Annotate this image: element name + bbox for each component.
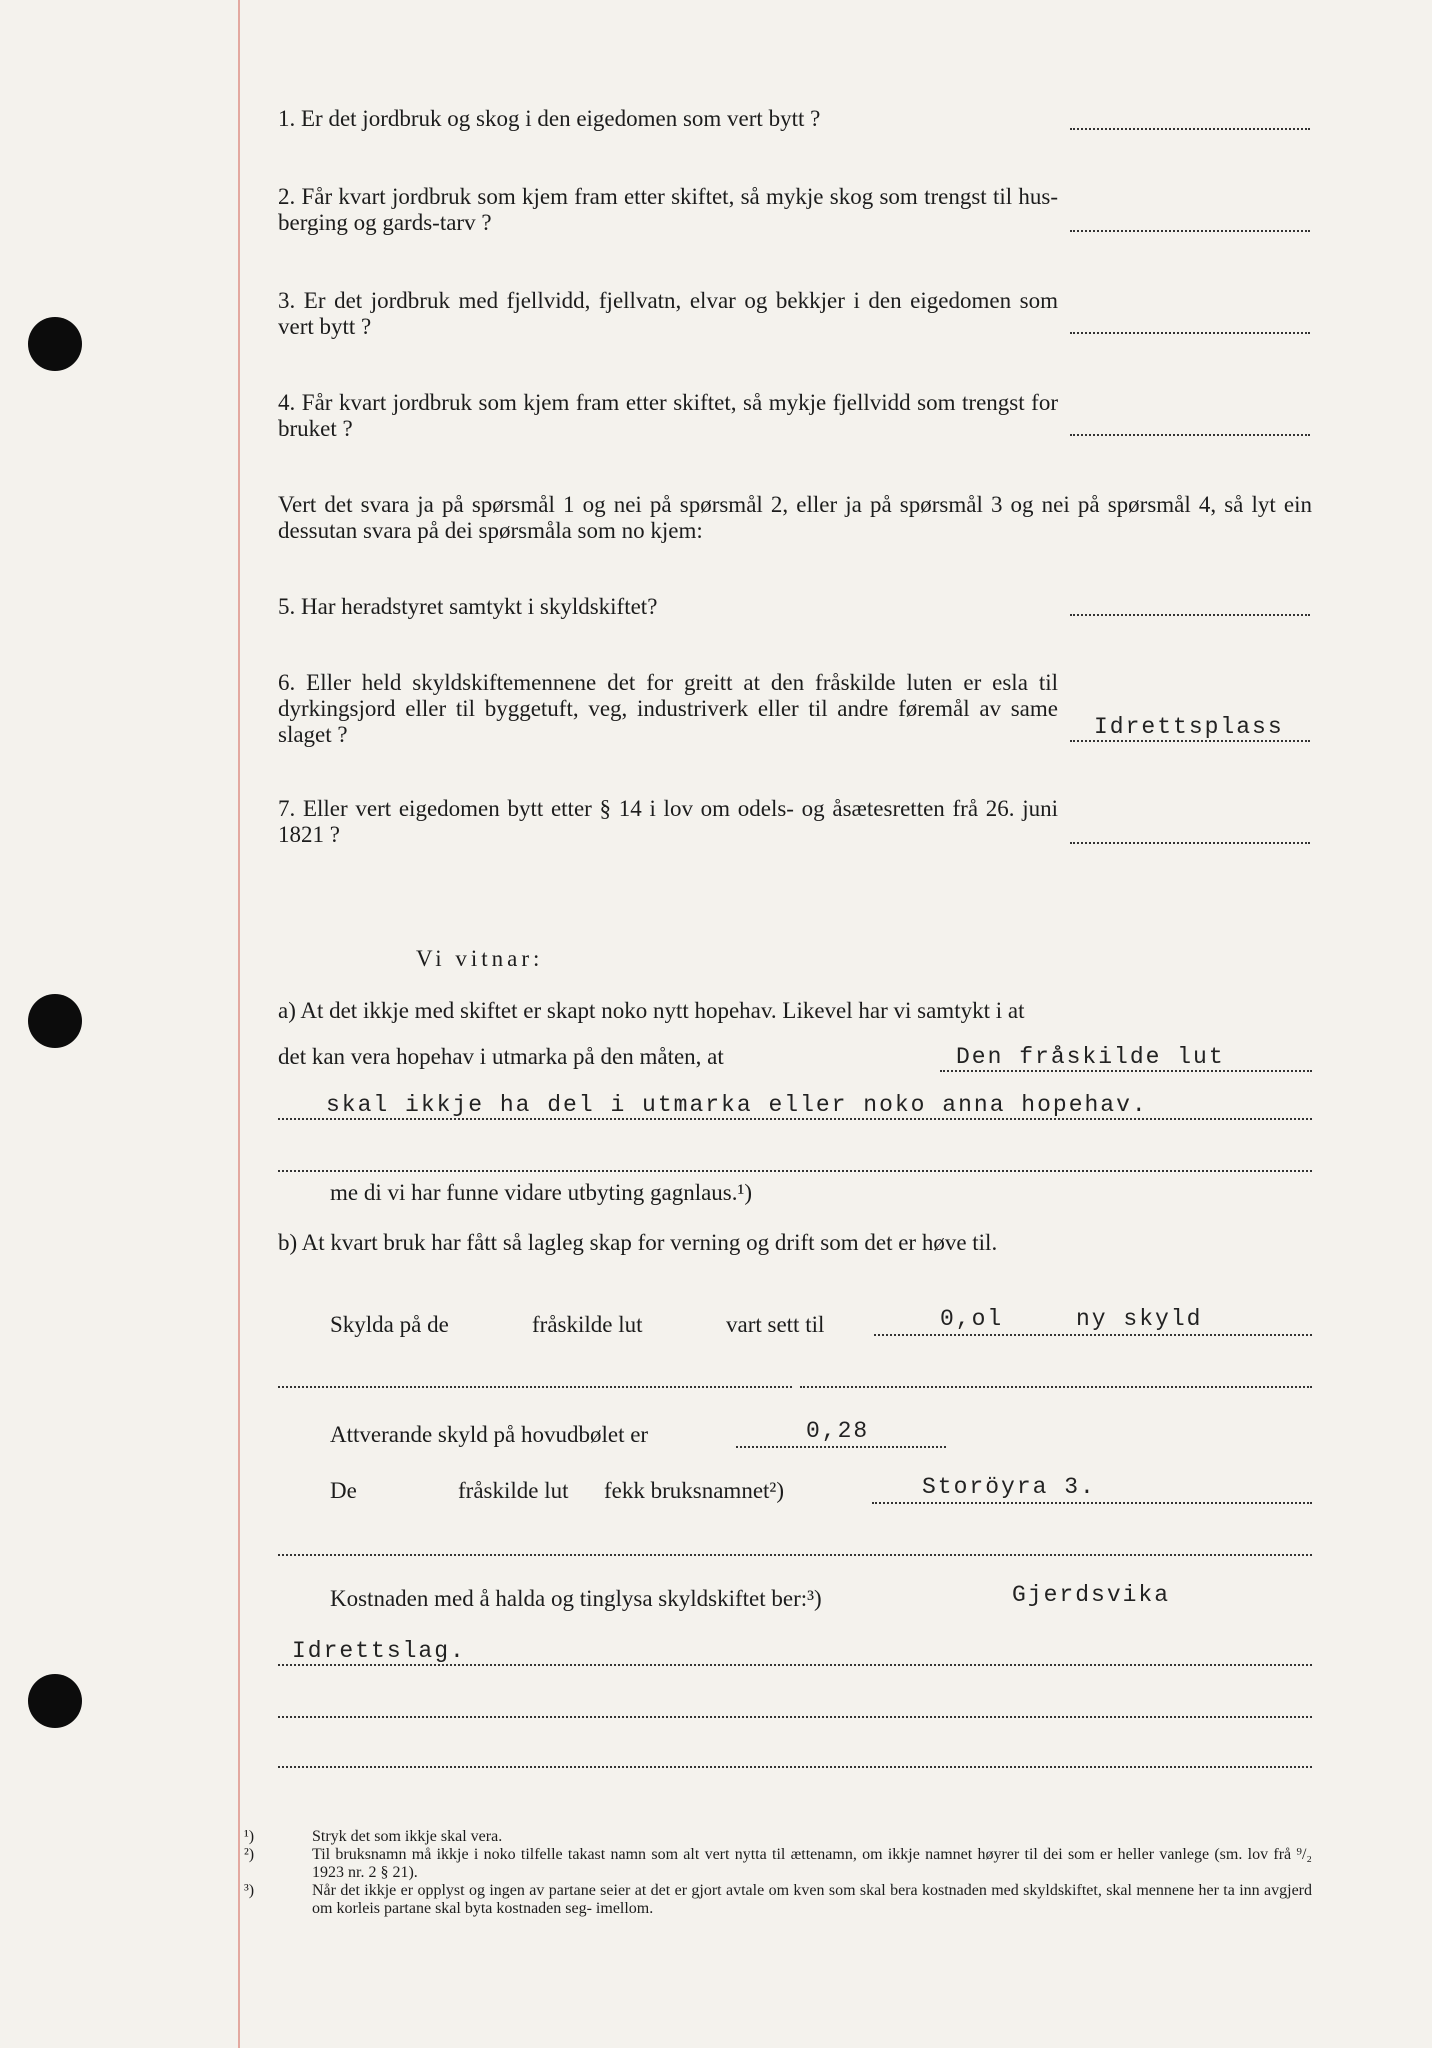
section-a-fill-1: Den fråskilde lut: [956, 1044, 1225, 1070]
intro-paragraph: Vert det svara ja på spørsmål 1 og nei på spørsmål 2, eller ja på spørsmål 3 og nei på spørsmål 4, så lyt ein dessutan svara på dei spørsmåla som no kjem:: [278, 492, 1312, 543]
question-1: 1. Er det jordbruk og skog i den eigedomen som vert bytt ?: [278, 106, 821, 131]
margin-rule: [238, 0, 240, 2048]
skylda-dotline-2a: [278, 1386, 792, 1388]
attverande-label: Attverande skyld på hovudbølet er: [330, 1422, 649, 1447]
bruksnamn-value: Storöyra 3.: [922, 1474, 1096, 1500]
section-a-dotline-1: [940, 1070, 1312, 1072]
skylda-label-1: Skylda på de: [330, 1312, 449, 1337]
answer-line-2: [1070, 230, 1310, 232]
skylda-label-2: fråskilde lut: [532, 1312, 643, 1337]
skylda-unit: ny skyld: [1076, 1306, 1203, 1332]
question-4: 4. Får kvart jordbruk som kjem fram etter skiftet, så mykje fjellvidd som trengst for bruket ?: [278, 390, 1058, 441]
bruksnamn-label-2: fråskilde lut: [458, 1478, 569, 1503]
footnote-1: ¹) Stryk det som ikkje skal vera.: [244, 1828, 503, 1845]
section-b-line-1: b) At kvart bruk har fått så lagleg skap for verning og drift som det er høve til.: [278, 1230, 998, 1255]
skylda-value: 0,ol: [940, 1306, 1004, 1332]
section-a-dotline-2: [278, 1118, 1312, 1120]
section-a-dotline-3: [278, 1170, 1312, 1172]
bruksnamn-dotline-2: [278, 1554, 1312, 1556]
vitnar-heading: Vi vitnar:: [416, 946, 544, 971]
kostnad-dotline-1: [278, 1664, 1312, 1666]
answer-line-4: [1070, 434, 1310, 436]
section-a-line-3: me di vi har funne vidare utbyting gagnlaus.¹): [330, 1180, 753, 1205]
answer-6-text: Idrettsplass: [1094, 714, 1284, 740]
bruksnamn-label-1: De: [330, 1478, 357, 1503]
question-6: 6. Eller held skyldskiftemennene det for greitt at den fråskilde luten er esla til dyrkingsjord eller til byggetuft, veg, industriverk eller til andre føremål av same slaget ?: [278, 670, 1058, 747]
answer-line-1: [1070, 128, 1310, 130]
skylda-dotline: [874, 1334, 1312, 1336]
footnote-2: ²) Til bruksnamn må ikkje i noko tilfelle takast namn som alt vert nytta til ættenamn, om ikkje namnet høyrer til dei som er heller vanlege (sm. lov frå ⁹/₂ 1923 nr. 2 § 21).: [244, 1846, 1312, 1881]
section-a-line-1: a) At det ikkje med skiftet er skapt noko nytt hopehav. Likevel har vi samtykt i at: [278, 998, 1025, 1023]
answer-line-5: [1070, 614, 1310, 616]
kostnad-dotline-3: [278, 1766, 1312, 1768]
attverande-dotline: [736, 1446, 946, 1448]
question-7: 7. Eller vert eigedomen bytt etter § 14 i lov om odels- og åsætesretten frå 26. juni 1821 ?: [278, 796, 1058, 847]
section-a-line-2: det kan vera hopehav i utmarka på den måten, at: [278, 1044, 724, 1069]
skylda-dotline-2b: [800, 1386, 1312, 1388]
bruksnamn-dotline: [872, 1502, 1312, 1504]
answer-line-6: [1070, 740, 1310, 742]
footnotes: [244, 1828, 1312, 1918]
kostnad-dotline-2: [278, 1716, 1312, 1718]
answer-line-7: [1070, 842, 1310, 844]
kostnad-value-1: Gjerdsvika: [1012, 1582, 1171, 1608]
punch-hole-bottom: [28, 1674, 82, 1728]
punch-hole-top: [28, 317, 82, 371]
question-2: 2. Får kvart jordbruk som kjem fram etter skiftet, så mykje skog som trengst til hus-berging og gards-tarv ?: [278, 184, 1058, 235]
bruksnamn-label-3: fekk bruksnamnet²): [604, 1478, 784, 1503]
kostnad-value-2: Idrettslag.: [292, 1638, 466, 1664]
question-3: 3. Er det jordbruk med fjellvidd, fjellvatn, elvar og bekkjer i den eigedomen som vert bytt ?: [278, 288, 1058, 339]
punch-hole-middle: [28, 994, 82, 1048]
attverande-value: 0,28: [806, 1418, 870, 1444]
answer-line-3: [1070, 332, 1310, 334]
kostnad-label: Kostnaden med å halda og tinglysa skyldskiftet ber:³): [330, 1586, 822, 1611]
question-5: 5. Har heradstyret samtykt i skyldskiftet?: [278, 594, 658, 619]
skylda-label-3: vart sett til: [726, 1312, 825, 1337]
footnote-3: ³) Når det ikkje er opplyst og ingen av partane seier at det er gjort avtale om kven som skal bera kostnaden med skyldskiftet, skal mennene her ta inn avgjerd om korleis partane skal byta kostnaden seg- imellom.: [244, 1882, 1312, 1917]
section-a-fill-2: skal ikkje ha del i utmarka eller noko anna hopehav.: [326, 1092, 1148, 1118]
